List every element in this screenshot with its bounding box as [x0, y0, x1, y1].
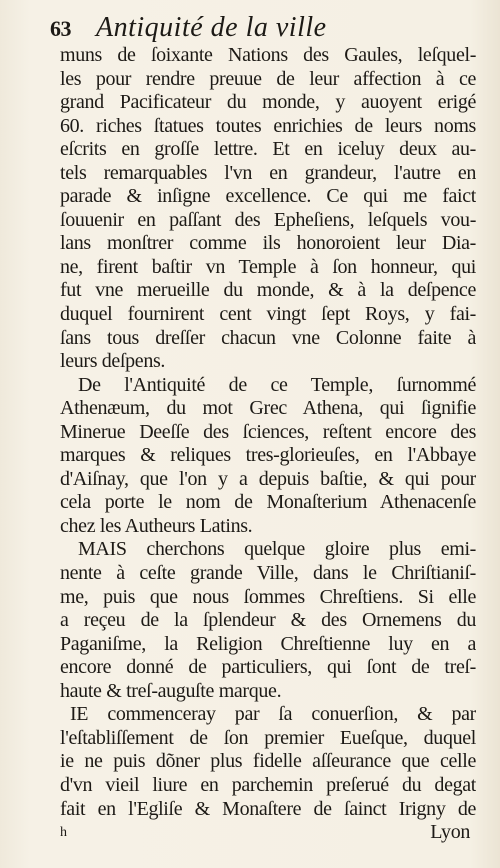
text-line: ne, firent baſtir vn Temple à ſon honneur, qui — [60, 255, 476, 278]
text-line: encore donné de particuliers, qui ſont de treſ- — [60, 656, 476, 679]
running-title: Antiquité de la ville — [96, 12, 327, 43]
page-header — [0, 10, 500, 46]
text-line: leurs deſpens. — [60, 350, 166, 373]
text-line: lans monſtrer comme ils honoroient leur Dia- — [60, 232, 476, 255]
text-line: nente à ceſte grande Ville, dans le Chriſtianiſ- — [60, 562, 476, 585]
signature-mark: h — [60, 825, 67, 841]
text-line: chez les Autheurs Latins. — [60, 514, 253, 537]
text-line: Athenæum, du mot Grec Athena, qui ſignifie — [60, 397, 476, 420]
text-line: haute & treſ-auguſte marque. — [60, 679, 282, 702]
body-text — [60, 44, 476, 845]
catchword: Lyon — [430, 821, 470, 844]
text-line: MAIS cherchons quelque gloire plus emi- — [78, 538, 476, 561]
text-line: me, puis que nous ſommes Chreſtiens. Si elle — [60, 585, 476, 608]
text-line: IE commenceray par ſa conuerſion, & par — [70, 703, 476, 726]
text-line: 60. riches ſtatues toutes enrichies de leurs noms — [60, 114, 476, 137]
text-line: tels remarquables l'vn en grandeur, l'autre en — [60, 161, 476, 184]
text-line: fut vne merueille du monde, & à la deſpence — [60, 279, 476, 302]
catchword-line — [60, 821, 476, 845]
text-line: grand Pacificateur du monde, y auoyent erigé — [60, 91, 476, 114]
text-line: ie ne puis dõner plus fidelle aſſeurance que celle — [60, 750, 476, 773]
text-line: ſouuenir en paſſant des Epheſiens, leſquels vou- — [60, 208, 476, 231]
text-line: a reçeu de la ſplendeur & des Ornemens du — [60, 609, 476, 632]
text-line: fait en l'Egliſe & Monaſtere de ſainct Irigny de — [60, 797, 476, 820]
text-line: Paganiſme, la Religion Chreſtienne luy en a — [60, 632, 476, 655]
text-line: duquel fournirent cent vingt ſept Roys, y fai- — [60, 303, 476, 326]
text-line: marques & reliques tres-glorieuſes, en l'Abbaye — [60, 444, 476, 467]
text-line: d'vn vieil liure en parchemin preſerué du degat — [60, 773, 476, 796]
text-line: l'eſtabliſſement de ſon premier Eueſque, duquel — [60, 726, 476, 749]
text-line: Minerue Deeſſe des ſciences, reſtent encore des — [60, 420, 476, 443]
text-line: les pour rendre preuue de leur affection à ce — [60, 67, 476, 90]
page-number: 63 — [50, 16, 71, 41]
text-line: cela porte le nom de Monaſterium Athenacenſe — [60, 491, 476, 514]
text-line: eſcrits en groſſe lettre. Et en iceluy deux au- — [60, 138, 476, 161]
text-line: De l'Antiquité de ce Temple, ſurnommé — [78, 373, 476, 396]
text-line: d'Aiſnay, que l'on y a depuis baſtie, & qui pour — [60, 467, 476, 490]
text-line: ſans tous dreſſer chacun vne Colonne faite à — [60, 326, 476, 349]
text-line: muns de ſoixante Nations des Gaules, leſquel- — [60, 44, 476, 66]
text-line: parade & inſigne excellence. Ce qui me faict — [60, 185, 476, 208]
